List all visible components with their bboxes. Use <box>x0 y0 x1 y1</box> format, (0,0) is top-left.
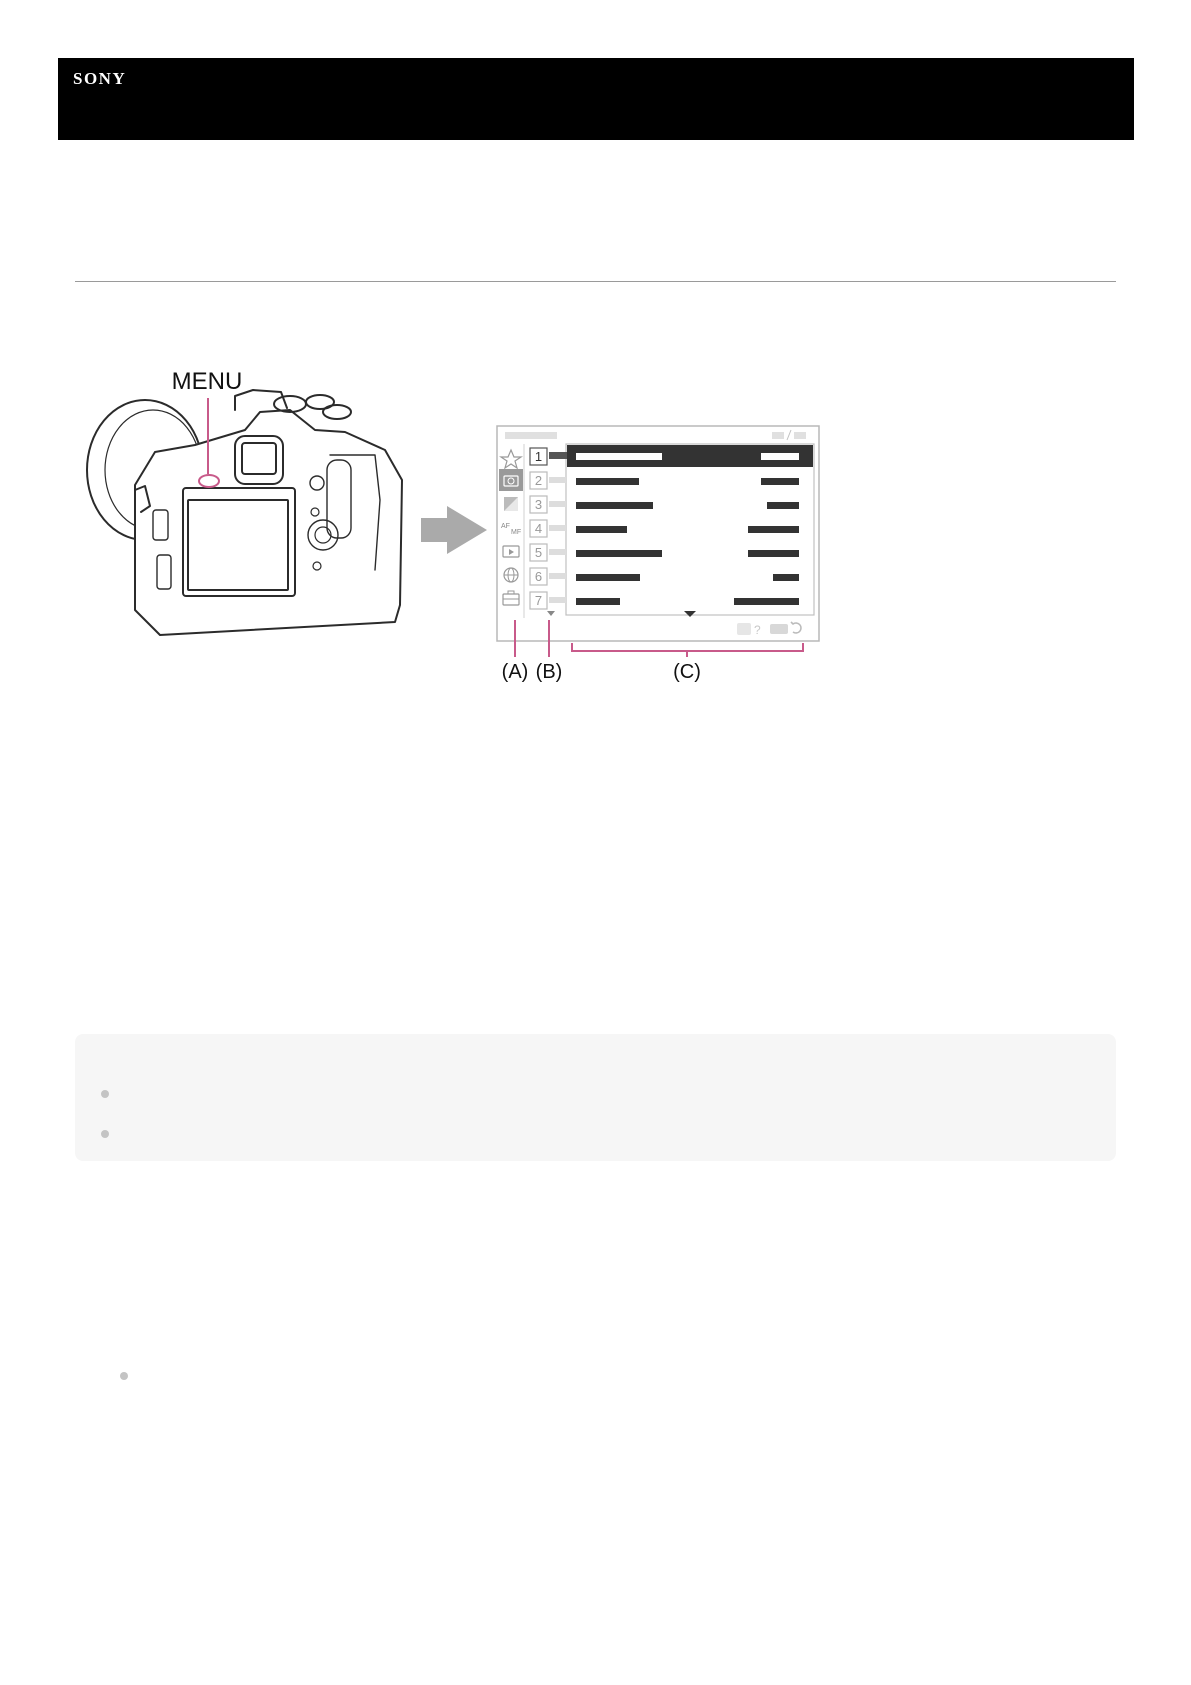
tab-number-2: 2 <box>534 473 543 488</box>
arrow-icon <box>421 506 487 554</box>
menu-button-label: MENU <box>171 367 243 395</box>
note-box <box>75 1034 1116 1161</box>
svg-text:MF: MF <box>511 529 522 536</box>
note-bullet <box>101 1130 109 1138</box>
menu-screen <box>497 426 819 641</box>
header-bar <box>58 58 1134 140</box>
tab-number-1: 1 <box>534 449 543 464</box>
camera-icon <box>499 469 523 491</box>
svg-text:?: ? <box>754 623 761 637</box>
callout-c-label: (C) <box>673 661 701 683</box>
tab-numbers <box>530 448 547 609</box>
list-bullet <box>120 1372 128 1380</box>
note-bullet <box>101 1090 109 1098</box>
exposure-icon <box>504 497 518 511</box>
callout-a-label: (A) <box>501 661 529 683</box>
menu-illustration-svg <box>75 360 835 700</box>
svg-text:AF: AF <box>501 523 510 530</box>
tab-number-4: 4 <box>534 521 543 536</box>
callout-b-label: (B) <box>535 661 563 683</box>
title-divider <box>75 281 1116 282</box>
camera-illustration <box>87 390 402 635</box>
tab-number-7: 7 <box>534 593 543 608</box>
tab-number-6: 6 <box>534 569 543 584</box>
sony-logo: SONY <box>73 69 127 88</box>
tab-number-5: 5 <box>534 545 543 560</box>
tab-number-3: 3 <box>534 497 543 512</box>
menu-illustration <box>75 360 835 700</box>
